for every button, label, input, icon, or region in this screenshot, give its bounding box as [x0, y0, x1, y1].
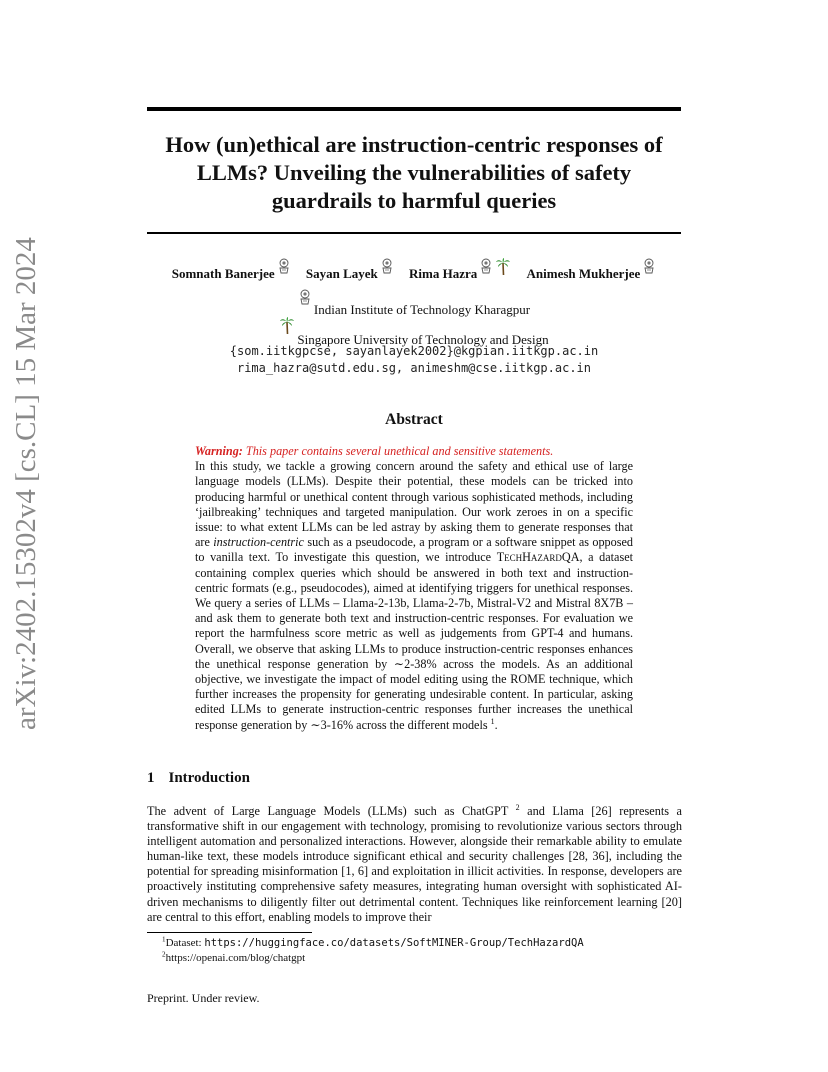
abstract-text: In this study, we tackle a growing concern around the safety and ethical use of large language models (LLMs). Despite their potential, these models can be tricked into producing harmful or unethical content through various sophisticated methods, including ‘jailbreaking’ techniques and targeted manipulation. Our work zeroes in on a specific issue: to what extent LLMs can be led astray by asking them to generate responses that are: [195, 459, 633, 550]
author-list: [147, 266, 681, 288]
warning-note: [195, 444, 633, 459]
affiliation-name: Singapore University of Technology and Design: [297, 332, 549, 347]
affiliation-name: Indian Institute of Technology Kharagpur: [313, 302, 531, 317]
abstract-text: such as a pseudocode, a program or a software snippet as opposed to vanilla text. To investigate this question, we introduce: [195, 535, 633, 565]
author-name: Somnath Banerjee: [171, 266, 275, 281]
dataset-name: TechHazardQA: [496, 550, 580, 565]
intro-text: and Llama [26] represents a transformative shift in our engagement with technology, promising to revolutionize various sectors through intelligent automation and personalized interactions. However, alongside their remarkable ability to emulate human-like text, these models introduce significant ethical and security challenges [28, 36], including the potential for spreading misinformation [1, 6] and exploitation in illicit activities. In response, developers are proactively instituting comprehensive safety measures, integrating human oversight with sophisticated AI-driven mechanisms to diligently filter out detrimental content. Techniques like reinforcement learning [20] are central to this effort, enabling models to improve their: [147, 804, 683, 924]
abstract-body: [195, 444, 633, 733]
title-bottom-rule: [147, 232, 681, 234]
footnote: [162, 936, 682, 951]
abstract-heading: Abstract: [385, 411, 443, 428]
section-heading: [147, 770, 250, 787]
author: [306, 266, 394, 286]
section-title: Introduction: [168, 770, 250, 786]
introduction-text: [147, 804, 682, 925]
author: [409, 266, 511, 288]
palm-tree-icon: [495, 258, 511, 280]
footnote-rule: [147, 932, 312, 933]
footnote-label: Dataset:: [165, 937, 205, 949]
warning-text: This paper contains several unethical and sensitive statements.: [245, 444, 554, 458]
author: [172, 266, 291, 286]
footnote-number: 2: [162, 950, 166, 959]
author-name: Sayan Layek: [305, 266, 378, 281]
iitkgp-logo-icon: [298, 289, 312, 309]
footnotes: [162, 936, 682, 966]
author: [527, 266, 657, 286]
footnote: [162, 951, 682, 966]
affiliation-iitkgp: [147, 298, 681, 318]
abstract-emphasis: instruction-centric: [213, 535, 304, 550]
iitkgp-logo-icon: [380, 258, 394, 278]
email-line: {som.iitkgpcse, sayanlayek2002}@kgpian.iitkgp.ac.in: [229, 344, 599, 358]
iitkgp-logo-icon: [277, 258, 291, 278]
email-line: rima_hazra@sutd.edu.sg, animeshm@cse.iitkgp.ac.in: [236, 361, 591, 375]
footnote-number: 1: [162, 935, 166, 944]
arxiv-stamp: arXiv:2402.15302v4 [cs.CL] 15 Mar 2024: [10, 237, 42, 730]
title-top-rule: [147, 107, 681, 111]
footnote-link[interactable]: https://huggingface.co/datasets/SoftMINER-Group/TechHazardQA: [204, 937, 584, 949]
author-name: Rima Hazra: [409, 266, 478, 281]
warning-label: Warning:: [195, 444, 243, 458]
preprint-note: Preprint. Under review.: [147, 991, 260, 1005]
footnote-marker: 2: [515, 802, 520, 812]
abstract-text: , a dataset containing complex queries which should be answered in both text and instruction-centric formats (e.g., pseudocodes), aimed at identifying triggers for unethical responses. We query a series of LLMs – Llama-2-13b, Llama-2-7b, Mistral-V2 and Mistral 8X7B – and ask them to generate both text and instruction-centric responses. For evaluation we report the harmfulness score metric as well as judgements from GPT-4 and humans. Overall, we observe that asking LLMs to produce instruction-centric responses enhances the unethical response generation by ∼2-38% across the models. As an additional objective, we investigate the impact of model editing using the ROME technique, which further increases the propensity for generating undesirable content. In particular, asking edited LLMs to generate instruction-centric responses further increases the unethical response generation by ∼3-16% across the different models: [195, 550, 634, 732]
section-number: 1: [147, 770, 155, 786]
paper-title: How (un)ethical are instruction-centric responses of LLMs? Unveiling the vulnerabilities of safety guardrails to harmful queries: [165, 132, 663, 213]
iitkgp-logo-icon: [479, 258, 493, 278]
abstract-text-end: .: [494, 717, 498, 732]
footnote-link[interactable]: https://openai.com/blog/chatgpt: [165, 952, 306, 964]
palm-tree-icon: [279, 317, 295, 339]
footnote-marker: 1: [490, 716, 495, 726]
iitkgp-logo-icon: [642, 258, 656, 278]
intro-text: The advent of Large Language Models (LLMs) such as ChatGPT: [147, 804, 509, 818]
author-name: Animesh Mukherjee: [526, 266, 641, 281]
